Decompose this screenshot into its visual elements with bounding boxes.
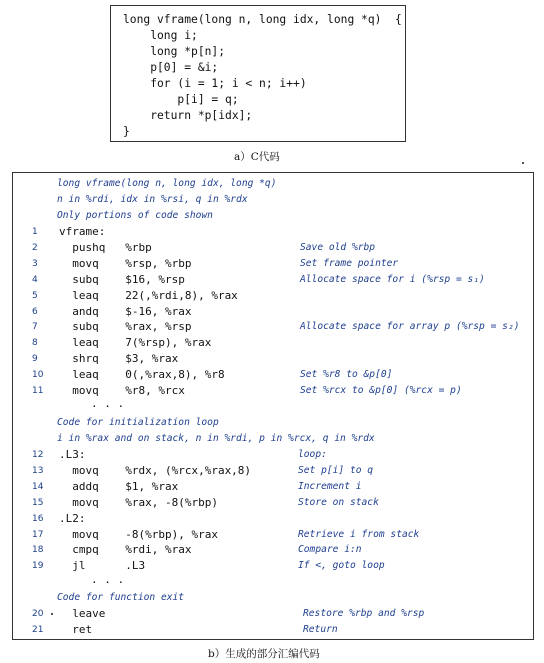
line-number: 6 <box>32 306 38 317</box>
line-number: 20 <box>32 609 44 619</box>
assembly-comment: Compare i:n <box>298 544 362 556</box>
assembly-comment: Set frame pointer <box>300 257 399 269</box>
c-code-line: long i; <box>123 29 198 42</box>
assembly-instruction: leave <box>59 607 106 620</box>
c-code-line: for (i = 1; i < n; i++) <box>123 77 307 90</box>
line-number: 17 <box>32 529 44 540</box>
assembly-comment: If <, goto loop <box>298 560 385 572</box>
code-row <box>13 606 535 622</box>
line-number: 4 <box>32 274 38 285</box>
code-row <box>13 622 535 638</box>
line-number: 10 <box>32 370 44 381</box>
assembly-comment: Set %rcx to &p[0] (%rcx = p) <box>300 385 462 396</box>
assembly-instruction: .L2: <box>59 511 86 525</box>
code-row <box>13 288 535 304</box>
line-number: 8 <box>32 338 38 349</box>
c-code-line: p[0] = &i; <box>123 61 219 74</box>
assembly-instruction: addq $1, %rax <box>59 479 179 493</box>
line-number: 9 <box>32 354 38 365</box>
ellipsis: . . . <box>91 573 125 586</box>
code-row <box>13 495 535 511</box>
c-code-line: return *p[idx]; <box>123 109 253 122</box>
line-number: 18 <box>32 545 44 556</box>
assembly-comment: Allocate space for i (%rsp = s₁) <box>300 273 485 285</box>
code-row <box>13 240 535 256</box>
code-row <box>13 558 535 574</box>
assembly-instruction: cmpq %rdi, %rax <box>59 543 192 557</box>
assembly-instruction: andq $-16, %rax <box>59 304 192 318</box>
code-row <box>13 256 535 272</box>
line-number: 1 <box>32 227 38 237</box>
code-row <box>13 367 535 383</box>
code-row <box>13 304 535 320</box>
assembly-comment: loop: <box>298 449 327 460</box>
c-code-line: long *p[n]; <box>123 45 226 58</box>
assembly-instruction: leaq 22(,%rdi,8), %rax <box>59 288 238 302</box>
line-number: 12 <box>32 450 44 460</box>
asm-header-line: Only portions of code shown <box>57 210 213 221</box>
assembly-instruction: .L3: <box>59 448 86 461</box>
caption-c-code: a）C代码 <box>234 151 280 163</box>
code-row <box>13 479 535 495</box>
code-row <box>13 463 535 479</box>
c-code-line: } <box>123 125 130 138</box>
decorative-dot <box>522 162 524 164</box>
code-row <box>13 527 535 543</box>
line-number: 3 <box>32 258 38 269</box>
c-code-line: p[i] = q; <box>123 93 239 106</box>
assembly-comment: Store on stack <box>298 496 379 508</box>
code-row <box>13 542 535 558</box>
ellipsis: . . . <box>91 397 125 410</box>
assembly-comment: Retrieve i from stack <box>298 528 420 540</box>
assembly-instruction: movq %rdx, (%rcx,%rax,8) <box>59 463 252 477</box>
line-number: 5 <box>32 290 38 301</box>
decorative-dot <box>51 613 53 615</box>
line-number: 14 <box>32 481 44 492</box>
line-number: 15 <box>32 497 44 508</box>
code-row <box>13 224 535 240</box>
assembly-comment: Save old %rbp <box>300 241 376 253</box>
code-row <box>13 272 535 288</box>
assembly-instruction: shrq $3, %rax <box>59 352 179 366</box>
asm-section-header: Code for initialization loop <box>57 417 219 428</box>
assembly-comment: Increment i <box>298 480 362 492</box>
asm-header-line: long vframe(long n, long idx, long *q) <box>57 178 277 189</box>
code-row <box>13 511 535 527</box>
assembly-instruction: subq %rax, %rsp <box>59 320 192 334</box>
caption-assembly: b）生成的部分汇编代码 <box>208 648 320 660</box>
assembly-instruction: movq %rax, -8(%rbp) <box>59 495 218 509</box>
line-number: 2 <box>32 242 38 253</box>
code-row <box>13 335 535 351</box>
assembly-instruction: leaq 7(%rsp), %rax <box>59 336 212 350</box>
assembly-comment: Return <box>303 623 338 635</box>
code-row <box>13 447 535 463</box>
assembly-comment: Set %r8 to &p[0] <box>300 369 393 381</box>
assembly-instruction: leaq 0(,%rax,8), %r8 <box>59 368 225 382</box>
assembly-instruction: jl .L3 <box>59 559 146 573</box>
line-number: 19 <box>32 561 44 572</box>
assembly-instruction: subq $16, %rsp <box>59 272 185 286</box>
c-code-line: long vframe(long n, long idx, long *q) { <box>123 13 402 26</box>
line-number: 21 <box>32 624 44 635</box>
assembly-instruction: movq -8(%rbp), %rax <box>59 527 218 541</box>
asm-section-header: i in %rax and on stack, n in %rdi, p in %rcx, q in %rdx <box>57 433 375 444</box>
assembly-instruction: pushq %rbp <box>59 240 152 254</box>
code-row <box>13 351 535 367</box>
assembly-comment: Restore %rbp and %rsp <box>303 608 425 619</box>
assembly-code-box <box>12 172 534 640</box>
c-code-box <box>110 5 406 142</box>
line-number: 13 <box>32 465 44 476</box>
code-row <box>13 319 535 335</box>
asm-section-header: Code for function exit <box>57 592 185 603</box>
assembly-instruction: vframe: <box>59 225 106 238</box>
line-number: 11 <box>32 386 44 396</box>
assembly-instruction: movq %rsp, %rbp <box>59 256 192 270</box>
assembly-instruction: movq %r8, %rcx <box>59 384 185 397</box>
line-number: 16 <box>32 513 44 524</box>
line-number: 7 <box>32 322 38 333</box>
assembly-comment: Set p[i] to q <box>298 464 374 476</box>
asm-header-line: n in %rdi, idx in %rsi, q in %rdx <box>57 194 248 205</box>
assembly-comment: Allocate space for array p (%rsp = s₂) <box>300 321 520 333</box>
assembly-instruction: ret <box>59 622 93 636</box>
